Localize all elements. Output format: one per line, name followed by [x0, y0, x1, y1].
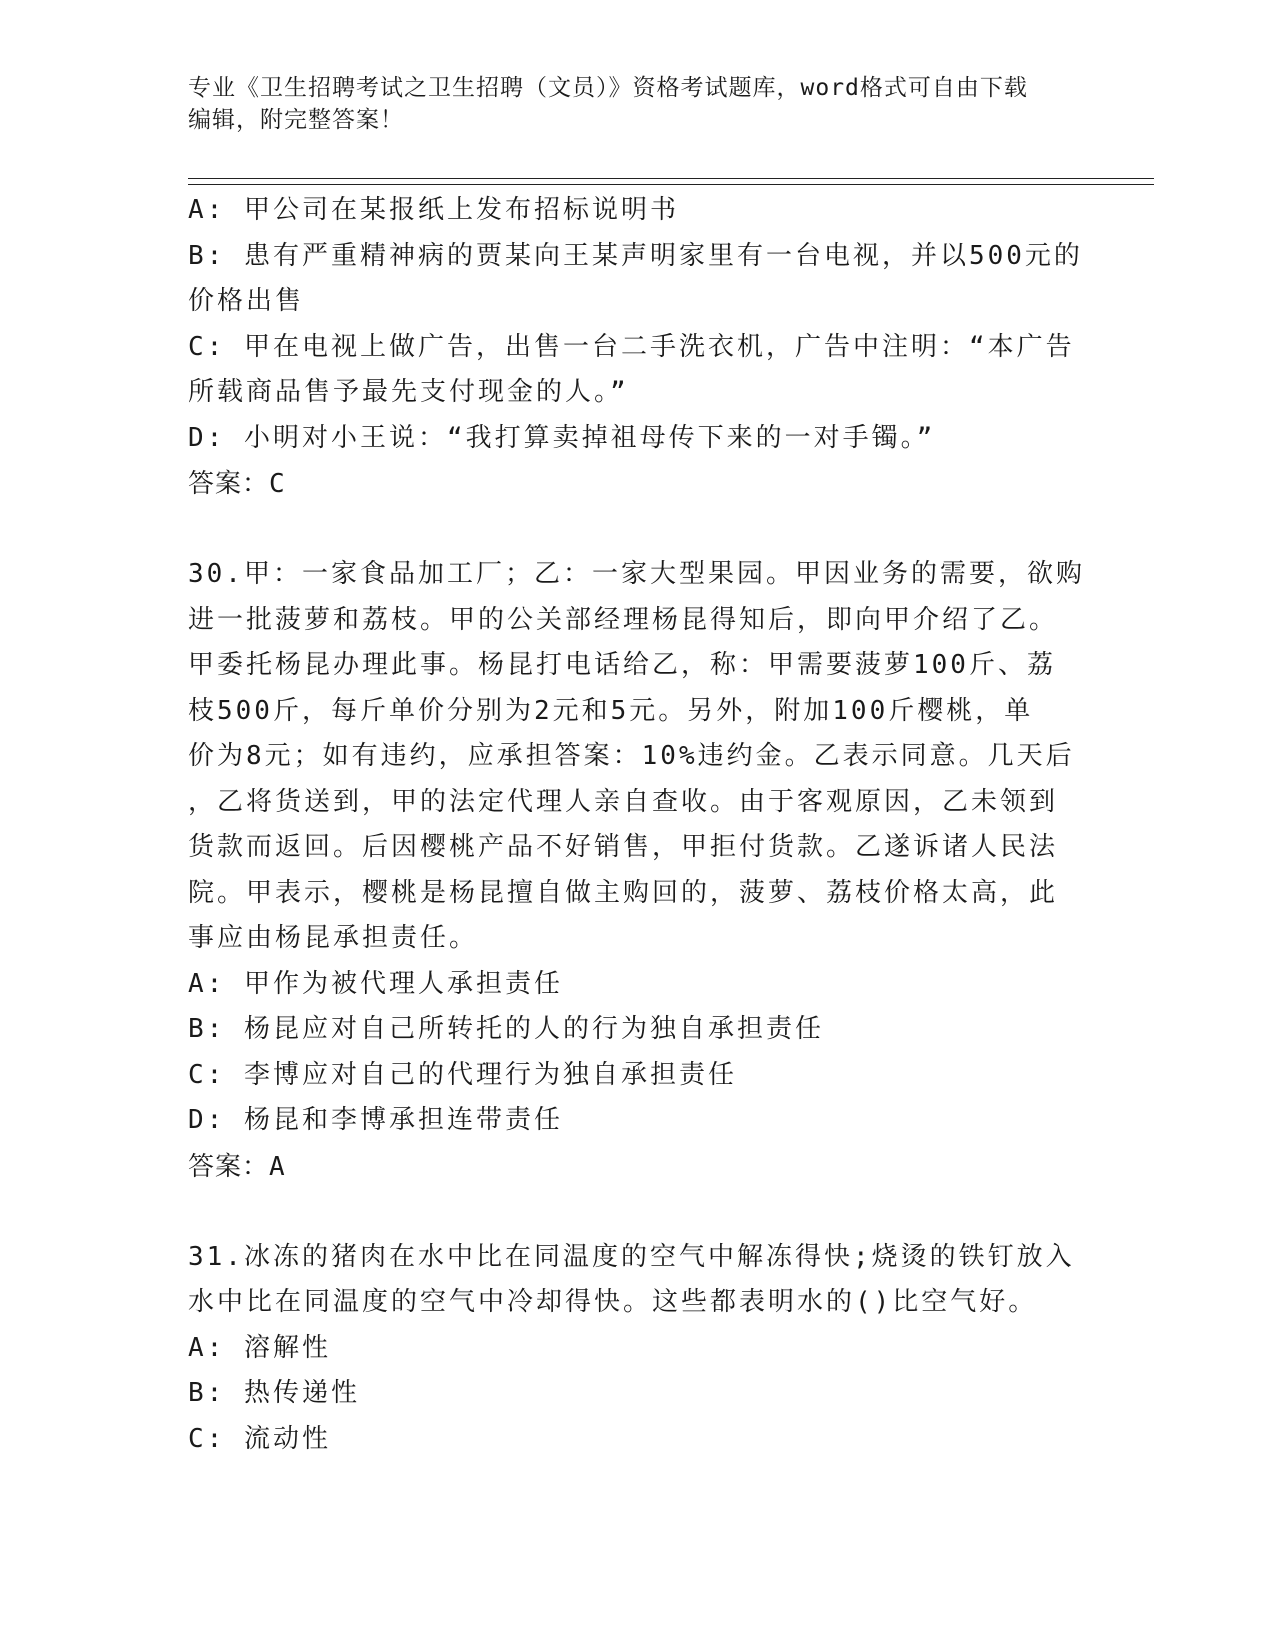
question-stem-line: 枝500斤，每斤单价分别为2元和5元。另外，附加100斤樱桃，单 [188, 695, 1034, 726]
question-stem-line: 进一批菠萝和荔枝。甲的公关部经理杨昆得知后，即向甲介绍了乙。 [188, 604, 1059, 635]
answer-value: A [269, 1151, 286, 1182]
question-spacer [188, 1190, 1078, 1235]
option-b: B: 热传递性 [188, 1378, 360, 1408]
option-d: D: 杨昆和李博承担连带责任 [188, 1105, 563, 1135]
option-c: C: 流动性 [188, 1423, 331, 1454]
answer-line [188, 1144, 1078, 1190]
question-stem-line: 甲委托杨昆办理此事。杨昆打电话给乙，称：甲需要菠萝100斤、荔 [188, 650, 1056, 680]
option-d: D: 小明对小王说：“我打算卖掉祖母传下来的一对手镯。” [188, 422, 936, 453]
question-29 [188, 188, 1083, 507]
answer-value: C [269, 469, 286, 499]
option-c-continued: 所载商品售予最先支付现金的人。” [188, 377, 629, 407]
header-title-line-1: 专业《卫生招聘考试之卫生招聘（文员）》资格考试题库，word格式可自由下载 [188, 75, 1028, 101]
question-30 [188, 552, 1085, 1190]
question-stem-line: 事应由杨昆承担责任。 [188, 923, 479, 953]
option-a: A: 溶解性 [188, 1332, 331, 1363]
answer-label: 答案： [188, 469, 270, 499]
question-stem-line: 价为8元；如有违约，应承担答案：10%违约金。乙表示同意。几天后 [188, 741, 1075, 771]
question-stem-line: 水中比在同温度的空气中冷却得快。这些都表明水的()比空气好。 [188, 1287, 1038, 1317]
question-stem-line: 31.冰冻的猪肉在水中比在同温度的空气中解冻得快;烧烫的铁钉放入 [188, 1241, 1075, 1272]
question-stem-line: 货款而返回。后因樱桃产品不好销售，甲拒付货款。乙遂诉诸人民法 [188, 832, 1059, 862]
option-b: B: 杨昆应对自己所转托的人的行为独自承担责任 [188, 1014, 824, 1044]
question-stem-line: 30.甲：一家食品加工厂；乙：一家大型果园。甲因业务的需要，欲购 [188, 559, 1085, 589]
option-c: C: 甲在电视上做广告，出售一台二手洗衣机，广告中注明：“本广告 [188, 331, 1075, 362]
header-divider-bottom [188, 184, 1154, 185]
question-stem-line: 院。甲表示，樱桃是杨昆擅自做主购回的，菠萝、荔枝价格太高，此 [188, 877, 1059, 908]
answer-label: 答案： [188, 1151, 270, 1182]
option-c: C: 李博应对自己的代理行为独自承担责任 [188, 1059, 737, 1090]
option-a: A: 甲公司在某报纸上发布招标说明书 [188, 195, 679, 225]
question-stem-line: ，乙将货送到，甲的法定代理人亲自查收。由于客观原因，乙未领到 [188, 786, 1059, 817]
option-a: A: 甲作为被代理人承担责任 [188, 968, 563, 999]
question-content [188, 188, 1085, 1462]
question-spacer [188, 507, 1078, 552]
option-b-continued: 价格出售 [188, 286, 305, 316]
option-b: B: 患有严重精神病的贾某向王某声明家里有一台电视，并以500元的 [188, 240, 1083, 271]
header-title-line-2: 编辑，附完整答案！ [188, 107, 404, 133]
answer-line [188, 461, 1078, 507]
document-header [188, 72, 1088, 136]
question-31 [188, 1235, 1078, 1463]
header-divider-top [188, 178, 1154, 179]
